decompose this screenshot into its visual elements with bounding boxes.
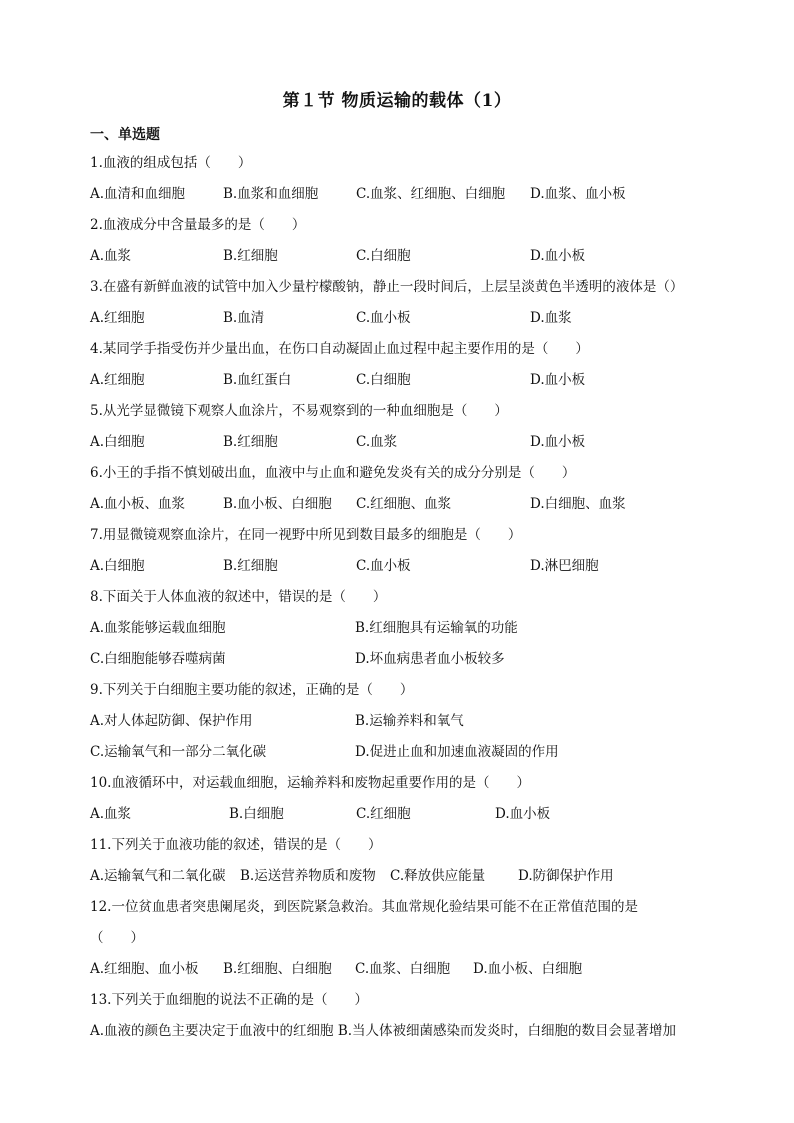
option-row [90,307,720,338]
question-text: 9.下列关于白细胞主要功能的叙述，正确的是（ ） [90,682,414,698]
option: A.红细胞 [90,310,145,326]
option-row [90,493,720,524]
option-row [90,555,720,586]
question-text-continued: （ ） [90,930,144,946]
question-text: 10.血液循环中，对运载血细胞，运输养料和废物起重要作用的是（ ） [90,775,530,791]
option: C.血小板 [356,310,411,326]
option: C.血浆、红细胞、白细胞 [356,186,506,202]
option-row [90,803,720,834]
option: C.白细胞 [356,248,411,264]
option: D.促进止血和加速血液凝固的作用 [355,744,559,760]
option: C.红细胞 [356,806,411,822]
option: D.血浆 [530,310,572,326]
option: B.运输养料和氧气 [355,713,464,729]
option: A.血浆 [90,248,132,264]
option: B.红细胞具有运输氧的功能 [355,620,518,636]
question-text: 7.用显微镜观察血涂片，在同一视野中所见到数目最多的细胞是（ ） [90,527,522,543]
option: D.血小板 [530,248,586,264]
question-list [90,152,720,1051]
option-row [90,369,720,400]
option-row [90,710,720,741]
option-row [90,865,720,896]
option: D.白细胞、血浆 [530,496,626,512]
question-text: 1.血液的组成包括（ ） [90,155,252,171]
option-row: A.血液的颜色主要决定于血液中的红细胞 B.当人体被细菌感染而发炎时，白细胞的数目会显著增加 [90,1023,677,1039]
option: B.血浆和血细胞 [223,186,319,202]
question-text: 11.下列关于血液功能的叙述，错误的是（ ） [90,837,382,853]
option: C.血浆、白细胞 [355,961,451,977]
option: A.血清和血细胞 [90,186,186,202]
option: A.白细胞 [90,558,145,574]
question-text: 3.在盛有新鲜血液的试管中加入少量柠檬酸钠，静止一段时间后，上层呈淡黄色半透明的液体是（） [90,279,684,295]
option: A.红细胞、血小板 [90,961,199,977]
section-heading: 一、单选题 [90,127,160,143]
question-text: 5.从光学显微镜下观察人血涂片，不易观察到的一种血细胞是（ ） [90,403,508,419]
option-row [90,431,720,462]
option: D.血浆、血小板 [530,186,626,202]
option: C.运输氧气和一部分二氧化碳 [90,744,267,760]
option: C.血小板 [356,558,411,574]
option: C.白细胞 [356,372,411,388]
option: D.坏血病患者血小板较多 [355,651,505,667]
option: B.运送营养物质和废物 [240,868,376,884]
option: B.红细胞、白细胞 [223,961,332,977]
option: A.运输氧气和二氧化碳 [90,868,226,884]
option: C.红细胞、血浆 [356,496,452,512]
option: A.对人体起防御、保护作用 [90,713,253,729]
option: D.血小板 [530,434,586,450]
question-text: 12.一位贫血患者突患阑尾炎，到医院紧急救治。其血常规化验结果可能不在正常值范围的是 [90,899,638,915]
question-text: 13.下列关于血细胞的说法不正确的是（ ） [90,992,368,1008]
option: B.红细胞 [223,434,278,450]
option: A.血小板、血浆 [90,496,186,512]
option: D.血小板 [495,806,551,822]
option: B.白细胞 [229,806,284,822]
option: B.血红蛋白 [223,372,292,388]
option: B.红细胞 [223,558,278,574]
option: D.血小板、白细胞 [473,961,583,977]
option: C.释放供应能量 [390,868,486,884]
question-text: 2.血液成分中含量最多的是（ ） [90,217,306,233]
option-row [90,741,720,772]
question-text: 4.某同学手指受伤并少量出血，在伤口自动凝固止血过程中起主要作用的是（ ） [90,341,589,357]
option: D.防御保护作用 [518,868,614,884]
question-text: 6.小王的手指不慎划破出血，血液中与止血和避免发炎有关的成分分别是（ ） [90,465,576,481]
question-text: 8.下面关于人体血液的叙述中，错误的是（ ） [90,589,387,605]
option: A.血浆 [90,806,132,822]
option-row [90,245,720,276]
option-row [90,617,720,648]
option: B.血清 [223,310,265,326]
option-row [90,648,720,679]
option: D.淋巴细胞 [530,558,599,574]
option-row [90,183,720,214]
option: A.血浆能够运载血细胞 [90,620,226,636]
option: B.血小板、白细胞 [223,496,332,512]
option: A.白细胞 [90,434,145,450]
option: C.血浆 [356,434,398,450]
option: C.白细胞能够吞噬病菌 [90,651,226,667]
option: B.红细胞 [223,248,278,264]
option: D.血小板 [530,372,586,388]
option: A.红细胞 [90,372,145,388]
page-title: 第１节 物质运输的载体（1） [282,91,512,111]
option-row [90,958,720,989]
